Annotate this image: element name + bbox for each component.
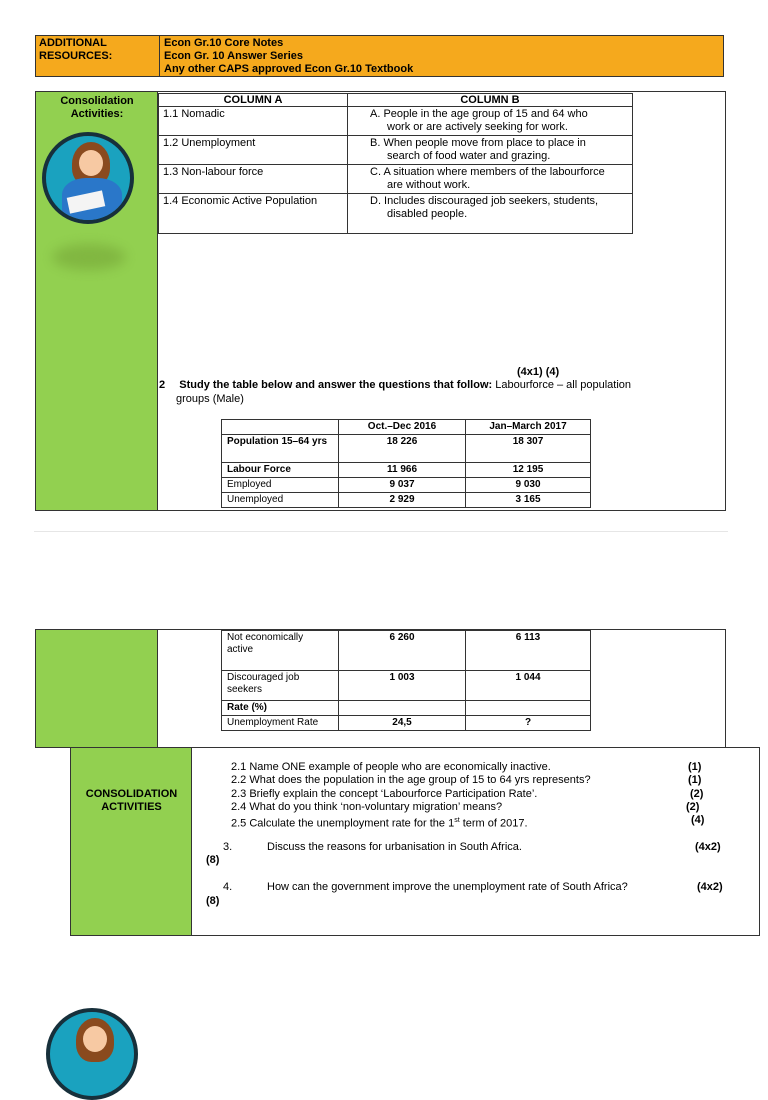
col-header: Jan–March 2017	[466, 420, 591, 435]
table-row: 1.4 Economic Active Population D. Includes discouraged job seekers, students, disabled people.	[159, 194, 633, 234]
table-row: 1.2 Unemployment B. When people move from place to place in search of food water and grazing.	[159, 136, 633, 165]
sidebar-panel	[71, 748, 192, 935]
matching-table	[158, 93, 633, 234]
question-2-3: 2.3 Briefly explain the concept ‘Labourforce Participation Rate’.	[231, 788, 538, 800]
resource-item: Econ Gr. 10 Answer Series	[164, 50, 303, 62]
question-2-5: 2.5 Calculate the unemployment rate for the 1st term of 2017.	[231, 817, 528, 830]
total-marks: (8)	[206, 895, 220, 907]
resource-item: Any other CAPS approved Econ Gr.10 Textbook	[164, 63, 414, 75]
column-b-header: COLUMN B	[348, 94, 633, 107]
consolidation-section	[35, 91, 726, 511]
col-header: Oct.–Dec 2016	[339, 420, 466, 435]
consolidation-activities-section	[70, 747, 760, 936]
marks-label: (4x1) (4)	[517, 366, 560, 378]
question-3: Discuss the reasons for urbanisation in South Africa.	[267, 841, 522, 853]
marks-label: (4x2)	[697, 881, 723, 893]
resource-item: Econ Gr.10 Core Notes	[164, 37, 284, 49]
student-avatar-icon	[46, 1008, 138, 1100]
question-2-2: 2.2 What does the population in the age group of 15 to 64 yrs represents?	[231, 774, 591, 786]
total-marks: (8)	[206, 854, 220, 866]
table-row: Not economically active 6 260 6 113	[222, 631, 591, 671]
page-divider	[34, 531, 728, 532]
column-a-header: COLUMN A	[159, 94, 348, 107]
table-row: 1.3 Non-labour force C. A situation where members of the labourforce are without work.	[159, 165, 633, 194]
shadow-blob	[52, 244, 126, 270]
resources-list	[160, 36, 417, 77]
question-4-number: 4.	[223, 881, 233, 893]
question-2-4: 2.4 What do you think ‘non-voluntary migration’ means?	[231, 801, 503, 813]
table-row: Discouraged job seekers 1 003 1 044	[222, 671, 591, 701]
labour-force-table-continued	[221, 630, 591, 731]
table-row: Population 15–64 yrs 18 226 18 307	[222, 435, 591, 463]
marks-label: (4)	[691, 814, 705, 826]
marks-label: (1)	[688, 774, 702, 786]
section-label: CONSOLIDATION ACTIVITIES	[85, 788, 178, 813]
question-2-line2: groups (Male)	[176, 393, 244, 405]
sidebar-panel	[36, 630, 158, 747]
table-row: Unemployment Rate 24,5 ?	[222, 716, 591, 731]
marks-label: (4x2)	[695, 841, 721, 853]
labour-force-table	[221, 419, 591, 508]
section-label: Consolidation Activities:	[60, 95, 134, 120]
student-avatar-icon	[42, 132, 134, 224]
sidebar-panel	[36, 92, 158, 510]
question-2-line1: 2 Study the table below and answer the questions that follow: Labourforce – all population	[159, 379, 631, 391]
table-row: 1.1 Nomadic A. People in the age group of 15 and 64 who work or are actively seeking for work.	[159, 107, 633, 136]
table-row: Unemployed 2 929 3 165	[222, 493, 591, 508]
marks-label: (1)	[688, 761, 702, 773]
table-row: Employed 9 037 9 030	[222, 478, 591, 493]
additional-resources-box	[35, 35, 724, 77]
question-4: How can the government improve the unemployment rate of South Africa?	[267, 881, 628, 893]
marks-label: (2)	[686, 801, 700, 813]
table-row: Labour Force 11 966 12 195	[222, 463, 591, 478]
table-row: Rate (%)	[222, 701, 591, 716]
marks-label: (2)	[690, 788, 704, 800]
question-2-1: 2.1 Name ONE example of people who are economically inactive.	[231, 761, 551, 773]
resources-label: ADDITIONAL RESOURCES:	[36, 36, 160, 76]
table-continuation-section	[35, 629, 726, 748]
question-3-number: 3.	[223, 841, 233, 853]
